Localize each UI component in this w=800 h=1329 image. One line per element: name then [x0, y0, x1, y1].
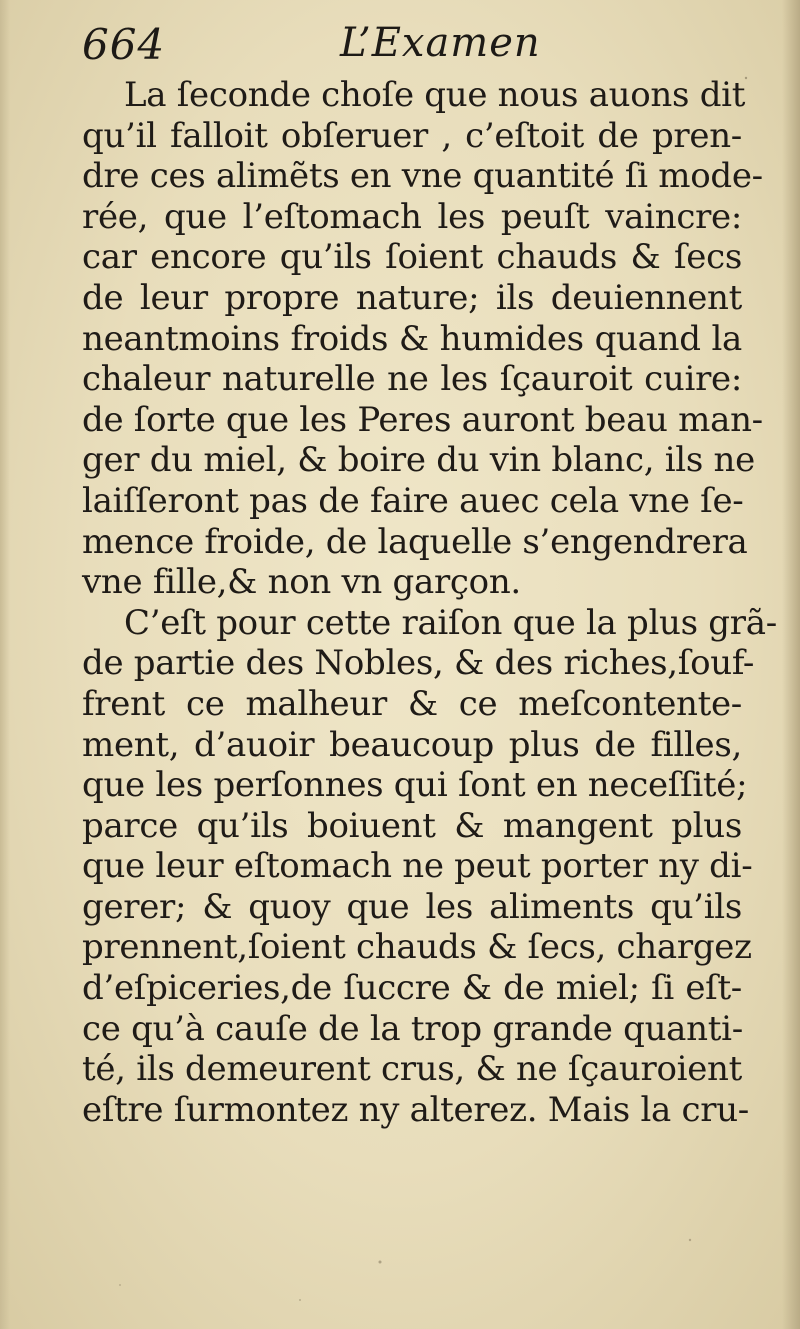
text-line: dre ces alimẽts en vne quantité ſi mode- — [82, 156, 763, 197]
text-line: de ſorte que les Peres auront beau man- — [82, 399, 763, 440]
text-line: d’eſpiceries,de ſuccre & de miel; ſi eſt- — [82, 968, 742, 1009]
text-line: La ſeconde choſe que nous auons dit — [124, 75, 746, 115]
text-line: rée, que l’eſtomach les peuſt vaincre: — [82, 196, 742, 237]
paragraph-end-line: vne fille,& non vn garçon. — [82, 562, 521, 603]
text-line: frent ce malheur & ce meſcontente- — [82, 683, 742, 724]
body-text — [82, 75, 777, 1130]
text-line: ce qu’à cauſe de la trop grande quanti- — [82, 1008, 743, 1049]
text-line: eſtre ſurmontez ny alterez. Mais la cru- — [82, 1089, 749, 1130]
text-line: C’eſt pour cette raiſon que la plus grã- — [124, 602, 777, 643]
text-line: chaleur naturelle ne les ſçauroit cuire: — [82, 359, 742, 400]
page-edge-shadow-right — [782, 0, 800, 1329]
text-line: prennent,ſoient chauds & ſecs, chargez — [82, 927, 752, 968]
text-line: ment, d’auoir beaucoup plus de filles, — [82, 724, 742, 765]
text-line: neantmoins froids & humides quand la — [82, 318, 742, 359]
running-title: L’Examen — [340, 20, 541, 66]
text-line: gerer; & quoy que les aliments qu’ils — [82, 886, 742, 927]
text-line: parce qu’ils boiuent & mangent plus — [82, 805, 742, 846]
text-line: de partie des Nobles, & des riches,ſouf- — [82, 643, 755, 684]
text-line: té, ils demeurent crus, & ne ſçauroient — [82, 1049, 742, 1090]
text-line: que les perſonnes qui ſont en neceſſité; — [82, 765, 748, 806]
text-line: car encore qu’ils ſoient chauds & ſecs — [82, 237, 742, 278]
text-line: que leur eſtomach ne peut porter ny di- — [82, 846, 753, 887]
text-line: laiſſeront pas de faire auec cela vne ſe- — [82, 480, 744, 521]
text-line: ger du miel, & boire du vin blanc, ils ne — [82, 440, 755, 481]
text-line: qu’il falloit obſeruer , c’eſtoit de pren- — [82, 115, 742, 156]
page-header — [82, 14, 742, 76]
text-line: de leur propre nature; ils deuiennent — [82, 277, 742, 318]
page-number: 664 — [82, 20, 166, 69]
page-edge-shadow-left — [0, 0, 10, 1329]
text-line: mence froide, de laquelle s’engendrera — [82, 521, 748, 562]
